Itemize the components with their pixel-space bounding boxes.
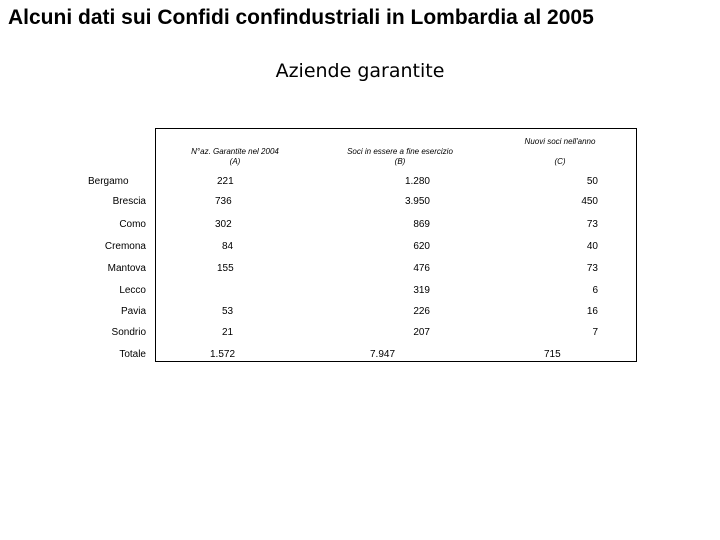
total-b: 7.947 <box>370 349 396 360</box>
cell-b: 476 <box>413 263 430 274</box>
cell-c: 73 <box>586 263 598 274</box>
cell-b: 1.280 <box>404 176 430 187</box>
row-label: Pavia <box>120 306 146 317</box>
row-label: Lecco <box>119 285 146 296</box>
header-col-c-title: Nuovi soci nell'anno <box>524 137 596 146</box>
cell-a: 736 <box>215 196 232 207</box>
cell-b: 3.950 <box>404 196 430 207</box>
page-subtitle: Aziende garantite <box>275 60 445 82</box>
header-col-a-code: (A) <box>229 157 241 166</box>
page-title: Alcuni dati sui Confidi confindustriali in Lombardia al 2005 <box>8 6 594 29</box>
cell-b: 319 <box>413 285 430 296</box>
cell-a: 221 <box>217 176 234 187</box>
row-label: Sondrio <box>111 327 146 338</box>
header-col-c <box>500 137 620 167</box>
cell-c: 50 <box>586 176 598 187</box>
cell-b: 869 <box>413 219 430 230</box>
row-label: Cremona <box>104 241 146 252</box>
cell-c: 40 <box>586 241 598 252</box>
row-label: Como <box>119 219 146 230</box>
cell-c: 16 <box>586 306 598 317</box>
total-c: 715 <box>544 349 561 360</box>
row-label: Bergamo <box>88 176 129 187</box>
row-label: Mantova <box>107 263 146 274</box>
total-label: Totale <box>119 349 146 360</box>
cell-c: 73 <box>586 219 598 230</box>
header-col-b-title: Soci in essere a fine esercizio <box>347 147 453 156</box>
header-col-a-title: N°az. Garantite nel 2004 <box>191 147 279 156</box>
cell-b: 207 <box>413 327 430 338</box>
cell-a: 302 <box>215 219 232 230</box>
cell-a: 21 <box>222 327 234 338</box>
cell-a: 155 <box>217 263 234 274</box>
row-label: Brescia <box>112 196 146 207</box>
header-col-a <box>180 147 290 167</box>
total-a: 1.572 <box>210 349 236 360</box>
header-col-c-code: (C) <box>554 157 566 166</box>
cell-b: 226 <box>413 306 430 317</box>
header-col-b-code: (B) <box>394 157 406 166</box>
cell-c: 450 <box>581 196 598 207</box>
cell-a: 53 <box>222 306 234 317</box>
cell-a: 84 <box>222 241 234 252</box>
cell-b: 620 <box>413 241 430 252</box>
header-col-b <box>330 147 470 167</box>
cell-c: 6 <box>592 285 598 296</box>
cell-c: 7 <box>592 327 598 338</box>
